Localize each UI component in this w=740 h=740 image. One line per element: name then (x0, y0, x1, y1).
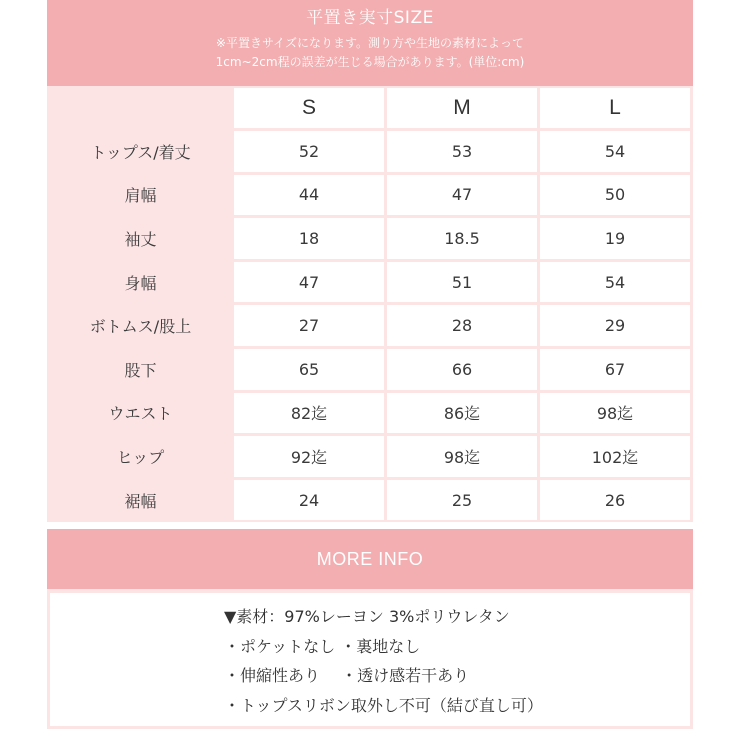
size-title: 平置き実寸SIZE (306, 8, 434, 28)
table-cell: 26 (540, 480, 690, 521)
more-info-title: MORE INFO (316, 548, 424, 569)
table-cell: 98迄 (540, 393, 690, 434)
table-cell: 24 (234, 480, 384, 521)
more-info-content (50, 593, 690, 726)
row-label: 身幅 (50, 262, 231, 303)
table-cell: 50 (540, 175, 690, 216)
size-table (47, 86, 693, 522)
row-label: ヒップ (50, 436, 231, 477)
table-cell: 18 (234, 218, 384, 259)
row-label: 股下 (50, 349, 231, 390)
table-cell: 82迄 (234, 393, 384, 434)
table-cell: 52 (234, 131, 384, 172)
row-label: 袖丈 (50, 218, 231, 259)
table-cell: 54 (540, 262, 690, 303)
table-cell: 25 (387, 480, 537, 521)
table-cell: 102迄 (540, 436, 690, 477)
table-cell: 65 (234, 349, 384, 390)
table-cell: 86迄 (387, 393, 537, 434)
row-label: 肩幅 (50, 175, 231, 216)
table-cell: 54 (540, 131, 690, 172)
table-cell: 47 (234, 262, 384, 303)
table-cell: 44 (234, 175, 384, 216)
row-label: ウエスト (50, 393, 231, 434)
size-note-line: ※平置きサイズになります。測り方や生地の素材によって (215, 36, 525, 50)
table-cell: 19 (540, 218, 690, 259)
table-corner-cell (50, 88, 231, 128)
size-header-m: M (387, 88, 537, 128)
table-cell: 28 (387, 305, 537, 346)
table-cell: 51 (387, 262, 537, 303)
info-line-pocket: ・ポケットなし ・裏地なし (224, 636, 421, 656)
table-cell: 53 (387, 131, 537, 172)
size-section-header (47, 0, 693, 86)
table-cell: 67 (540, 349, 690, 390)
row-label: 裾幅 (50, 480, 231, 521)
table-cell: 92迄 (234, 436, 384, 477)
info-line-ribbon: ・トップスリボン取外し不可（結び直し可） (224, 695, 543, 715)
table-cell: 98迄 (387, 436, 537, 477)
size-note-line: 1cm~2cm程の誤差が生じる場合があります。(単位:cm) (215, 55, 525, 69)
table-cell: 27 (234, 305, 384, 346)
table-cell: 29 (540, 305, 690, 346)
row-label: トップス/着丈 (50, 131, 231, 172)
info-line-stretch: ・伸縮性あり ・透け感若干あり (224, 666, 470, 685)
row-label: ボトムス/股上 (50, 305, 231, 346)
size-note (47, 34, 693, 72)
more-info-body (47, 589, 693, 729)
table-cell: 47 (387, 175, 537, 216)
table-cell: 18.5 (387, 218, 537, 259)
info-line-material: ▼素材：97%レーヨン 3%ポリウレタン (224, 607, 510, 626)
table-cell: 66 (387, 349, 537, 390)
size-header-l: L (540, 88, 690, 128)
more-info-header (47, 529, 693, 589)
size-header-s: S (234, 88, 384, 128)
